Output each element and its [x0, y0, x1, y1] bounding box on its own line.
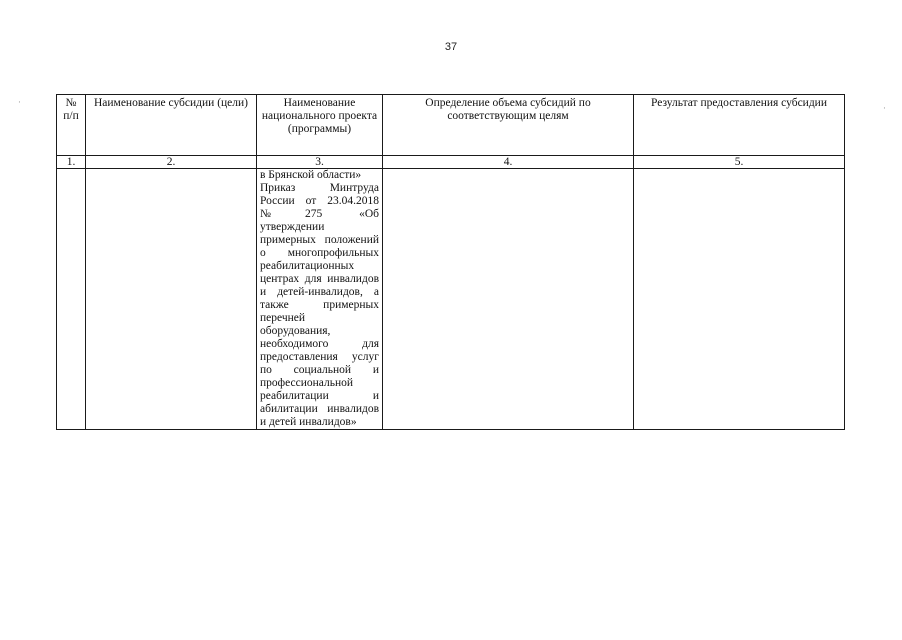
text-line: центрах для инвалидов: [260, 273, 379, 285]
table-row: [57, 169, 845, 430]
table-header-row: [57, 95, 845, 156]
cell-subsidy-name: [86, 169, 257, 430]
text-line: реабилитации и: [260, 390, 379, 402]
cell-number: [57, 169, 86, 430]
header-subsidy-result: Результат предоставления субсидии: [634, 95, 845, 156]
column-number-2: 2.: [86, 156, 257, 169]
text-line: и детей-инвалидов, а: [260, 286, 379, 298]
cell-subsidy-result: [634, 169, 845, 430]
text-line: предоставления услуг: [260, 351, 379, 363]
text-line: профессиональной: [260, 377, 354, 389]
text-line: №275 «Об: [260, 208, 379, 220]
text-line: утверждении: [260, 221, 325, 233]
column-number-3: 3.: [257, 156, 383, 169]
text-line: перечней: [260, 312, 306, 324]
text-line: также примерных: [260, 299, 379, 311]
text-line: абилитации инвалидов: [260, 403, 379, 415]
text-line: по социальной и: [260, 364, 379, 376]
scan-mark: ·: [18, 98, 21, 108]
header-national-project: Наименование национального проекта (программы): [257, 95, 383, 156]
text-line: оборудования,: [260, 325, 331, 337]
text-line: России от 23.04.2018: [260, 195, 379, 207]
column-number-5: 5.: [634, 156, 845, 169]
text-line: реабилитационных: [260, 260, 355, 272]
text-line: необходимого для: [260, 338, 379, 350]
text-line: Приказ Минтруда: [260, 182, 379, 194]
cell-national-project: [257, 169, 383, 430]
column-number-4: 4.: [383, 156, 634, 169]
page-number: 37: [444, 41, 458, 53]
column-number-row: [57, 156, 845, 169]
header-subsidy-name: Наименование субсидии (цели): [86, 95, 257, 156]
text-line: в Брянской области»: [260, 169, 362, 181]
text-line: примерных положений: [260, 234, 379, 246]
subsidy-table: [56, 94, 845, 430]
header-subsidy-volume: Определение объема субсидий по соответствующим целям: [383, 95, 634, 156]
text-line: и детей инвалидов»: [260, 416, 357, 428]
column-number-1: 1.: [57, 156, 86, 169]
cell-subsidy-volume: [383, 169, 634, 430]
scan-mark: ·: [883, 104, 886, 114]
text-line: о многопрофильных: [260, 247, 379, 259]
header-number: № п/п: [57, 95, 86, 156]
